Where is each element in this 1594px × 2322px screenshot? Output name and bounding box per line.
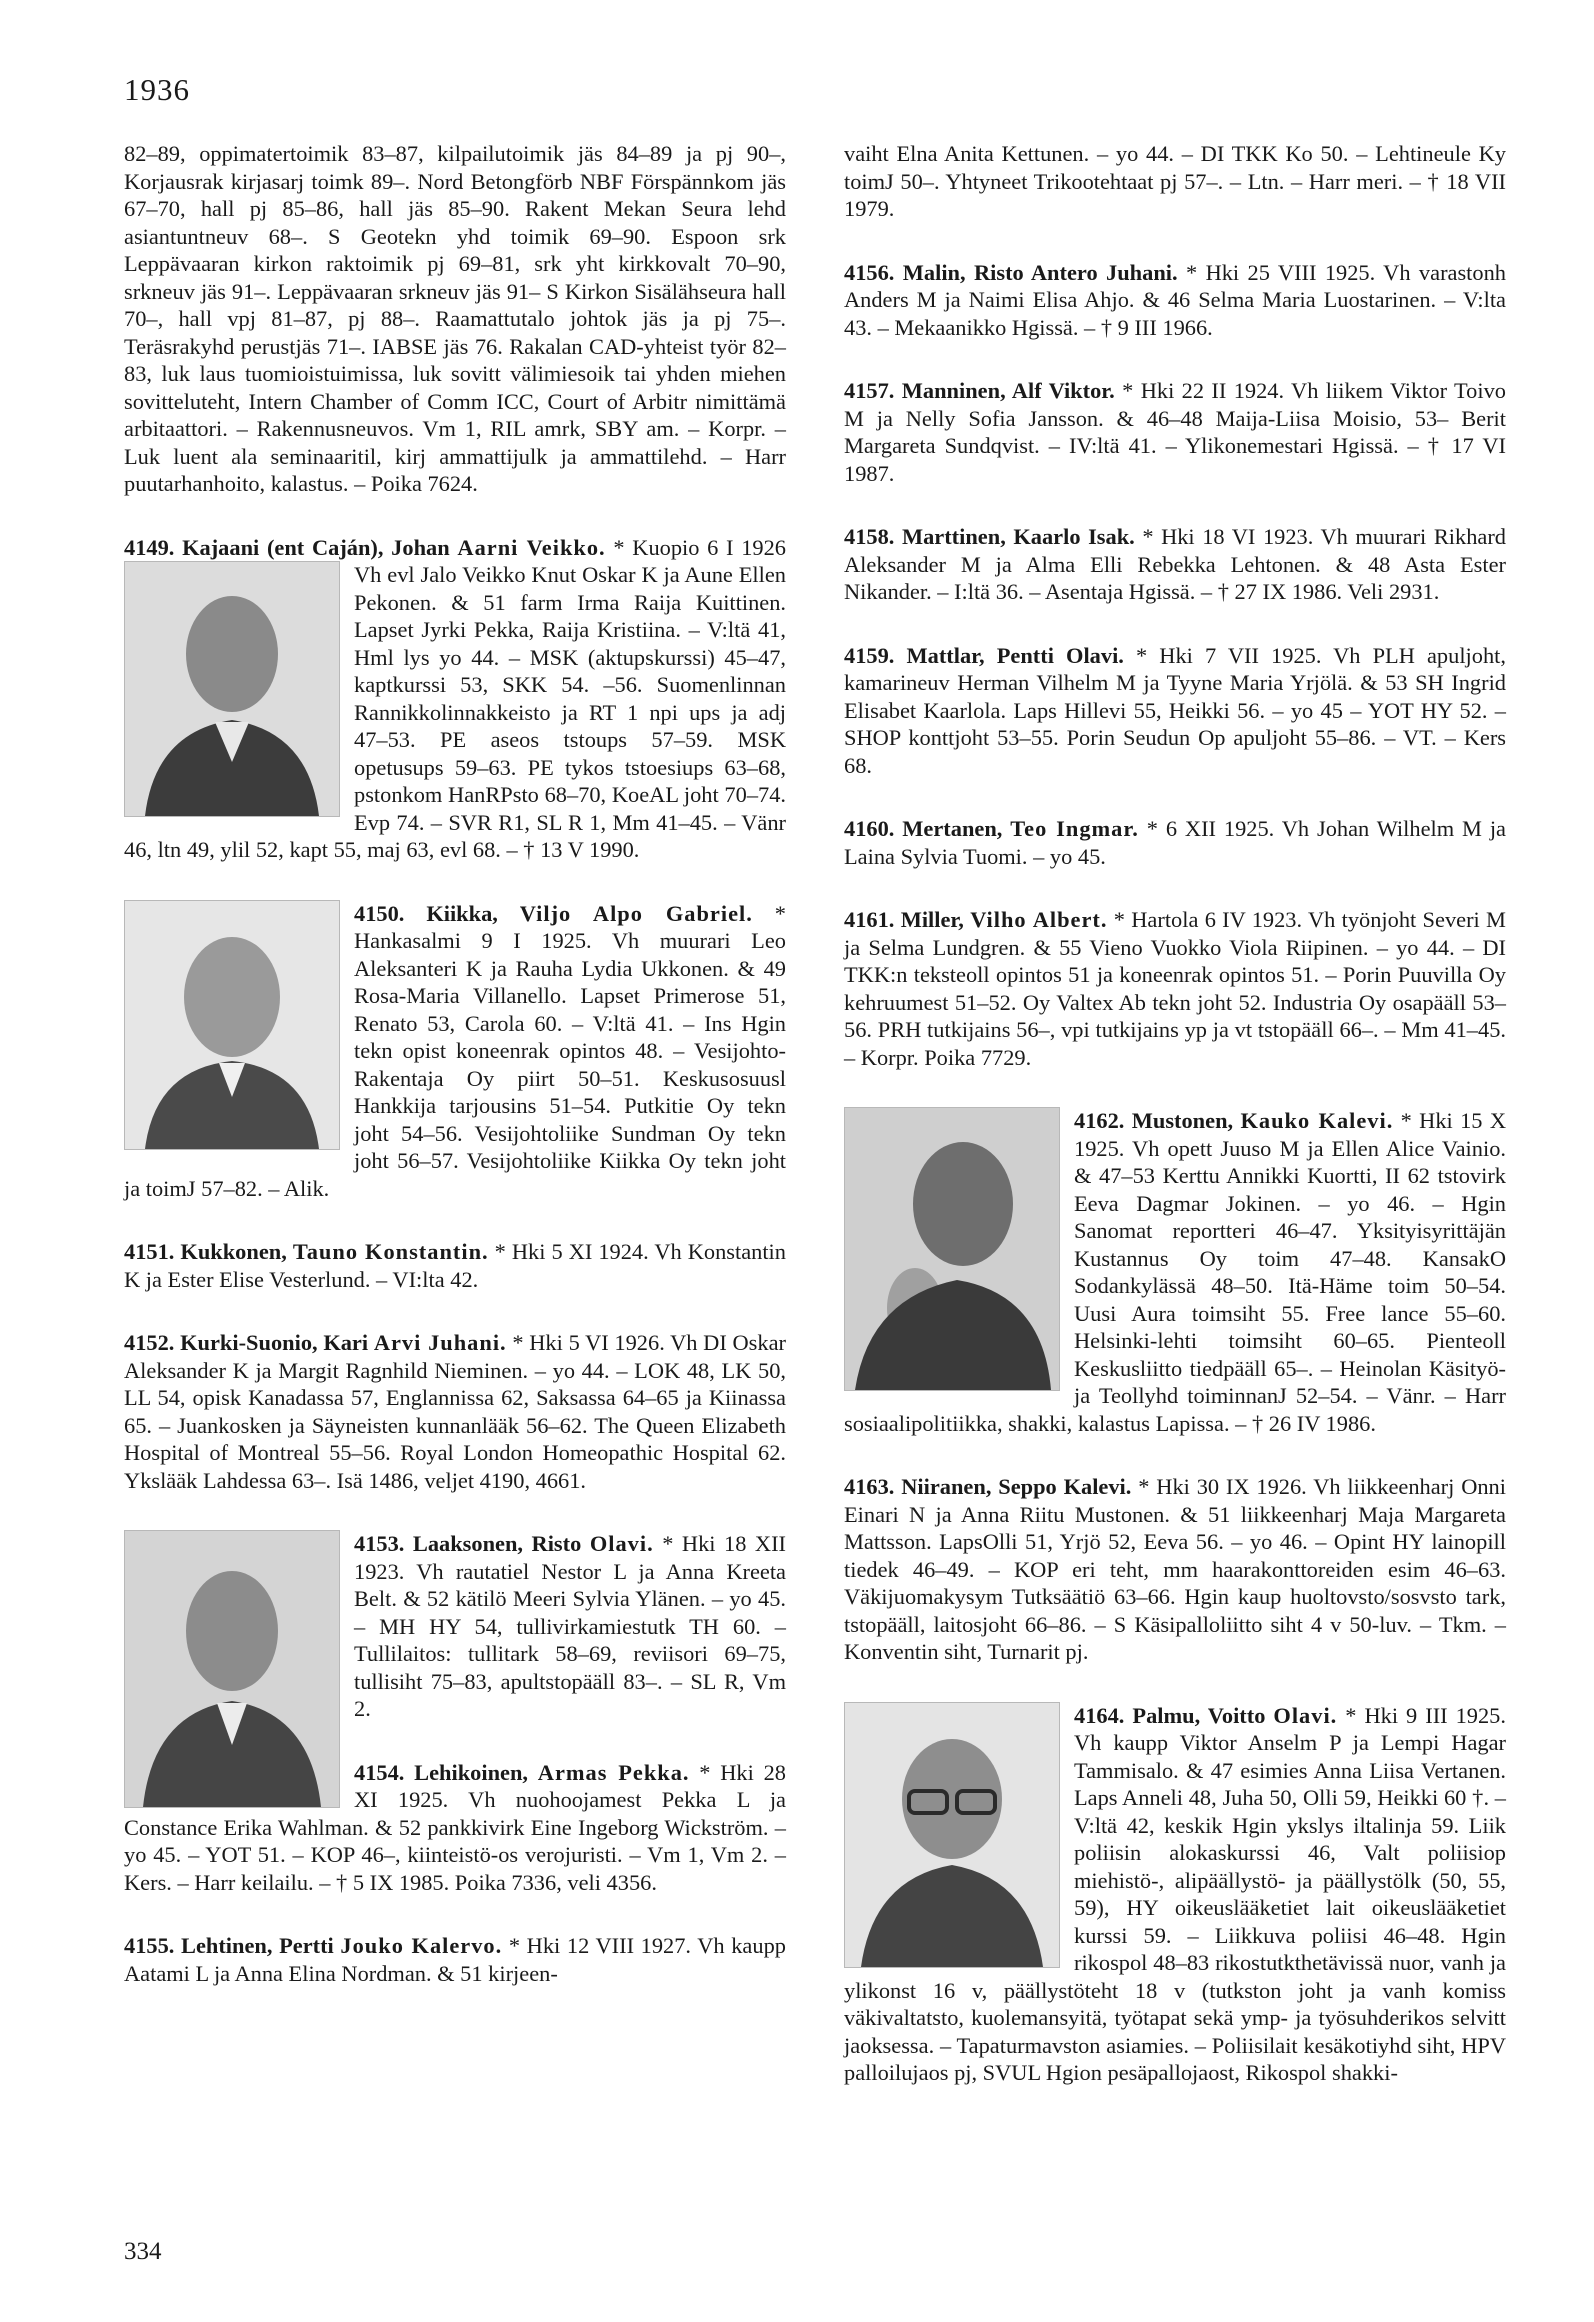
entry-text: * Hartola 6 IV 1923. Vh työnjoht Severi M ja Selma Lundgren. & 55 Vieno Vuokko Viola Riipinen. – yo 44. – DI TKK:n teksteoll opintos 51 ja koneenrak opintos 51. – Porin Puuvilla Oy kehruumest 51–52. Oy Valtex Ab tekn joht 52. Industria Oy osapääll 53–56. PRH tutkijains 56–, vpi tutkijains yp ja vt tstopääll 66–. – Mm 41–45. – Korpr. Poika 7729. [844, 907, 1506, 1070]
page-title: 1936 [124, 72, 190, 107]
entry-number: 4153. [354, 1531, 405, 1556]
entry-name: Miller, [900, 907, 964, 932]
entry-given-names: Teo Ingmar. [1010, 816, 1139, 841]
entry-given-names: Olavi. [1273, 1702, 1338, 1728]
entry-4156 [844, 259, 1506, 342]
entry-number: 4162. [1074, 1108, 1125, 1133]
entry-number: 4161. [844, 907, 895, 932]
entry-name: Lehtinen, Pertti [181, 1933, 334, 1958]
entry-text: * Hki 7 VII 1925. Vh PLH apuljoht, kamarineuv Herman Vilhelm M ja Tyyne Maria Yrjölä. & 53 SH Ingrid Elisabet Kaarlola. Laps Hillevi 55, Heikki 56. – yo 45 – YOT HY 52. – SHOP konttjoht 53–55. Porin Seudun Op apuljoht 55–86. – VT. – Kers 68. [844, 642, 1506, 778]
entry-name: Kajaani (ent Caján), Johan [182, 534, 450, 560]
entry-continued [844, 140, 1506, 223]
entry-name: Kurki-Suonio, Kari [180, 1330, 369, 1355]
entry-text: * 6 XII 1925. Vh Johan Wilhelm M ja Laina Sylvia Tuomi. – yo 45. [844, 816, 1506, 869]
left-column [124, 140, 786, 2023]
entry-4150 [124, 900, 786, 1203]
entry-text: * Hki 18 VI 1923. Vh muurari Rikhard Aleksander M ja Alma Elli Rebekka Lehtonen. & 48 Asta Ester Nikander. – I:ltä 36. – Asentaja Hgissä. – † 27 IX 1986. Veli 2931. [844, 524, 1506, 604]
entry-given-names: Armas Pekka. [537, 1759, 690, 1785]
entry-text: * Hki 9 III 1925. Vh kaupp Viktor Anselm P ja Lempi Hagar Tammisalo. & 47 esimies Anna Liisa Vertanen. Laps Anneli 48, Juha 50, Olli 59, Heikki 60 †. – V:ltä 42, keskik Hgin ykslys iltalinja 59. Liik poliisin alokaskurssi 46, Valt poliisiop miehistö-, alipäällystö- ja päällystölk (50, 55, 59), HY oikeuslääketiet lait oikeuslääketiet kurssi 59. – Liikkuva poliisi 46–48. Hgin rikospol 48–83 rikostutkthetävissä nuor, vanh ja ylikonst 16 v, päällystöteht 18 v (tutkston joht ja vanh komiss väkivaltatsto, kuolemansyitä, työtapat sekä ymp- ja työsuhderikos selvitt jaoksessa. – Tapaturmavston asiamies. – Poliisilait kesäkotiyhd siht, HPV palloilujaos pj, SVUL Hgion pesäpallojaost, Rikospol shakki- [844, 1702, 1506, 2085]
entry-name: Niiranen, Seppo Kalevi. [901, 1474, 1132, 1499]
entry-given-names: Olavi. [589, 1531, 654, 1556]
entry-number: 4160. [844, 816, 895, 841]
entry-4163 [844, 1473, 1506, 1666]
entry-given-names: Tauno Konstantin. [292, 1239, 489, 1264]
entry-number: 4151. [124, 1239, 175, 1264]
entry-name: Lehikoinen, [414, 1759, 529, 1785]
portrait-photo [124, 1530, 340, 1808]
entry-text: * Kuopio 6 I 1926 Vh evl Jalo Veikko Knut Oskar K ja Aune Ellen Pekonen. & 51 farm Irma Raija Kuittinen. Lapset Jyrki Pekka, Raija Kristiina. – V:ltä 41, Hml lys yo 44. – MSK (aktupskurssi) 45–47, kaptkurssi 53, SKK 54. –56. Suomenlinnan Rannikkolinnakkeisto ja RT 1 npi ups ja adj 47–53. PE aseos tstoups 57–59. MSK opetusups 59–63. PE tykos tstoesiups 63–68, pstonkom HanRPsto 68–70, KoeAL joht 70–74. Evp 74. – SVR R1, SL R 1, Mm 41–45. – Vänr 46, ltn 49, ylil 52, kapt 55, maj 63, evl 68. – † 13 V 1990. [124, 534, 786, 862]
entry-text: * Hankasalmi 9 I 1925. Vh muurari Leo Aleksanteri K ja Rauha Lydia Ukkonen. & 49 Rosa-Maria Villanello. Lapset Primerose 51, Renato 53, Carola 60. – V:ltä 41. – Ins Hgin tekn opist koneenrak opintos 48. – Vesijohto-Rakentaja Oy piirt 50–51. Keskusosuusl Hankkija tarjousins 51–54. Putkitie Oy tekn joht 54–56. Vesijohtoliike Sundman Oy tekn joht 56–57. Vesijohtoliike Kiikka Oy tekn joht ja toimJ 57–82. – Alik. [124, 900, 786, 1201]
entry-continued [124, 140, 786, 498]
entry-4149 [124, 534, 786, 864]
page-number: 334 [124, 2238, 162, 2265]
entry-text: vaiht Elna Anita Kettunen. – yo 44. – DI TKK Ko 50. – Lehtineule Ky toimJ 50–. Yhtyneet Trikootehtaat pj 57–. – Ltn. – Harr meri. – † 18 VII 1979. [844, 141, 1506, 221]
right-column [844, 140, 1506, 2123]
entry-number: 4164. [1074, 1702, 1125, 1728]
entry-4157 [844, 377, 1506, 487]
entry-4159 [844, 642, 1506, 780]
portrait-photo [124, 561, 340, 817]
portrait-photo [124, 900, 340, 1150]
entry-number: 4157. [844, 378, 895, 403]
entry-name: Kukkonen, [180, 1239, 287, 1264]
entry-text: * Hki 15 X 1925. Vh opett Juuso M ja Ellen Alice Vainio. & 47–53 Kerttu Annikki Kuortti, II 62 tstovirk Eeva Dagmar Jokinen. – yo 46. – Hgin Sanomat reportteri 46–47. Yksityisyrittäjän Kustannus Oy toim 47–48. KansakO Sodankylässä 48–50. Itä-Häme toim 50–54. Uusi Aura toimsiht 55. Free lance 55–60. Helsinki-lehti toimsiht 60–65. Pienteoll Keskusliitto tiedpääll 65–. – Heinolan Käsityö- ja Teollyhd toiminnanJ 52–54. – Vänr. – Harr sosiaalipolitiikka, shakki, kalastus Lapissa. – † 26 IV 1986. [844, 1108, 1506, 1436]
entry-4161 [844, 906, 1506, 1071]
entry-name: Malin, Risto Antero Juhani. [902, 259, 1178, 285]
entry-4153 [124, 1530, 786, 1723]
entry-number: 4158. [844, 524, 895, 549]
portrait-photo [844, 1702, 1060, 1968]
entry-given-names: Kauko Kalevi. [1240, 1108, 1394, 1133]
entry-number: 4150. [354, 900, 405, 926]
entry-4155 [124, 1932, 786, 1987]
entry-4152 [124, 1329, 786, 1494]
entry-text: 82–89, oppimatertoimik 83–87, kilpailutoimik jäs 84–89 ja pj 90–, Korjausrak kirjasarj toimk 89–. Nord Betongförb NBF Förspännkom jäs 67–70, hall pj 85–86, hall jäs 85–90. Rakent Mekan Seura lehd asiantuntneuv 68–. S Geotekn yhd toimik 69–90. Espoon srk Leppävaaran kirkon raktoimik pj 69–81, srk yht kirkkovalt 70–90, srkneuv jäs 91–. Leppävaaran srkneuv jäs 91– S Kirkon Sisälähseura hall 70–, hall vpj 81–87, pj 88–. Raamattutalo johtok jäs ja pj 75–. Teräsrakyhd perustjäs 71–. IABSE jäs 76. Rakalan CAD-yhteist työr 82–83, luk laus tuomioistuimissa, luk sovitt välimiesoik tai yhden miehen sovitteluteht, Intern Chamber of Comm ICC, Court of Arbitr nimittämä arbitaattori. – Rakennusneuvos. Vm 1, RIL amrk, SBY am. – Korpr. – Luk luent ala seminaaritil, kirj ammattijulk ja ammattilehd. – Harr puutarhanhoito, kalastus. – Poika 7624. [124, 141, 786, 496]
entry-4158 [844, 523, 1506, 606]
entry-name: Mattlar, Pentti Olavi. [906, 642, 1124, 668]
entry-4164 [844, 1702, 1506, 2087]
entry-number: 4154. [354, 1759, 405, 1785]
entry-name: Kiikka, [426, 900, 498, 926]
entry-name: Marttinen, Kaarlo Isak. [901, 524, 1135, 549]
entry-number: 4155. [124, 1933, 175, 1958]
entry-text: * Hki 18 XII 1923. Vh rautatiel Nestor L ja Anna Kreeta Belt. & 52 kätilö Meeri Sylvia Ylänen. – yo 45. – MH HY 54, tullivirkamiestutk TH 60. – Tullilaitos: tullitark 58–69, reviisori 69–75, tullisiht 75–83, apultstopääll 83–. – SL R, Vm 2. [354, 1531, 786, 1721]
entry-name: Manninen, Alf Viktor. [901, 378, 1115, 403]
entry-text: * Hki 25 VIII 1925. Vh varastonh Anders M ja Naimi Elisa Ahjo. & 46 Selma Maria Luostarinen. – V:lta 43. – Mekaanikko Hgissä. – † 9 III 1966. [844, 259, 1506, 340]
entry-name: Mustonen, [1131, 1108, 1234, 1133]
entry-name: Palmu, Voitto [1132, 1702, 1266, 1728]
entry-given-names: Arvi Juhani. [373, 1330, 507, 1355]
entry-4160 [844, 815, 1506, 870]
entry-4162 [844, 1107, 1506, 1437]
entry-number: 4159. [844, 642, 895, 668]
entry-text: * Hki 12 VIII 1927. Vh kaupp Aatami L ja Anna Elina Nordman. & 51 kirjeen- [124, 1933, 786, 1986]
entry-number: 4156. [844, 259, 895, 285]
entry-given-names: Aarni Veikko. [457, 534, 606, 560]
entry-4151 [124, 1238, 786, 1293]
entry-text: * Hki 5 VI 1926. Vh DI Oskar Aleksander K ja Margit Ragnhild Nieminen. – yo 44. – LOK 48, LK 50, LL 54, opisk Kanadassa 57, Englannissa 62, Saksassa 64–65 ja Kiinassa 65. – Juankosken ja Säyneisten kunnanlääk 56–62. The Queen Elizabeth Hospital of Montreal 55–56. Royal London Homeopathic Hospital 62. Ykslääk Lahdessa 63–. Isä 1486, veljet 4190, 4661. [124, 1330, 786, 1493]
entry-given-names: Vilho Albert. [970, 907, 1108, 932]
entry-name: Mertanen, [902, 816, 1003, 841]
entry-number: 4152. [124, 1330, 175, 1355]
portrait-photo [844, 1107, 1060, 1391]
entry-text: * Hki 30 IX 1926. Vh liikkeenharj Onni Einari N ja Anna Riitu Mustonen. & 51 liikkeenharj Maja Margareta Mattsson. LapsOlli 51, Yrjö 52, Eeva 56. – yo 46. – Opint HY lainopill tiedek 46–49. – KOP eri teht, mm haarakonttoreiden esim 46–63. Väkijuomakysym Tutksäätiö 63–66. Hgin kaup huoltovsto/sosvsto tark, tstopääll, laitosjoht 66–86. – S Käsipalloliitto siht 4 v 50-luv. – Tkm. – Konventin siht, Turnarit pj. [844, 1474, 1506, 1664]
entry-number: 4149. [124, 534, 175, 560]
entry-name: Laaksonen, Risto [412, 1531, 582, 1556]
entry-text: * Hki 5 XI 1924. Vh Konstantin K ja Ester Elise Vesterlund. – VI:lta 42. [124, 1239, 786, 1292]
entry-text: * Hki 28 XI 1925. Vh nuohoojamest Pekka L ja Constance Erika Wahlman. & 52 pankkivirk Eine Ingeborg Wickström. – yo 45. – YOT 51. – KOP 46–, kiinteistö-os verojuristi. – Vm 1, Vm 2. – Kers. – Harr keilailu. – † 5 IX 1985. Poika 7336, veli 4356. [124, 1759, 786, 1895]
entry-given-names: Viljo Alpo Gabriel. [519, 900, 753, 926]
entry-text: * Hki 22 II 1924. Vh liikem Viktor Toivo M ja Nelly Sofia Jansson. & 46–48 Maija-Liisa Moisio, 53– Berit Margareta Sundqvist. – IV:ltä 41. – Ylikonemestari Hgissä. – † 17 VI 1987. [844, 378, 1506, 486]
entry-number: 4163. [844, 1474, 895, 1499]
entry-given-names: Jouko Kalervo. [340, 1933, 503, 1958]
